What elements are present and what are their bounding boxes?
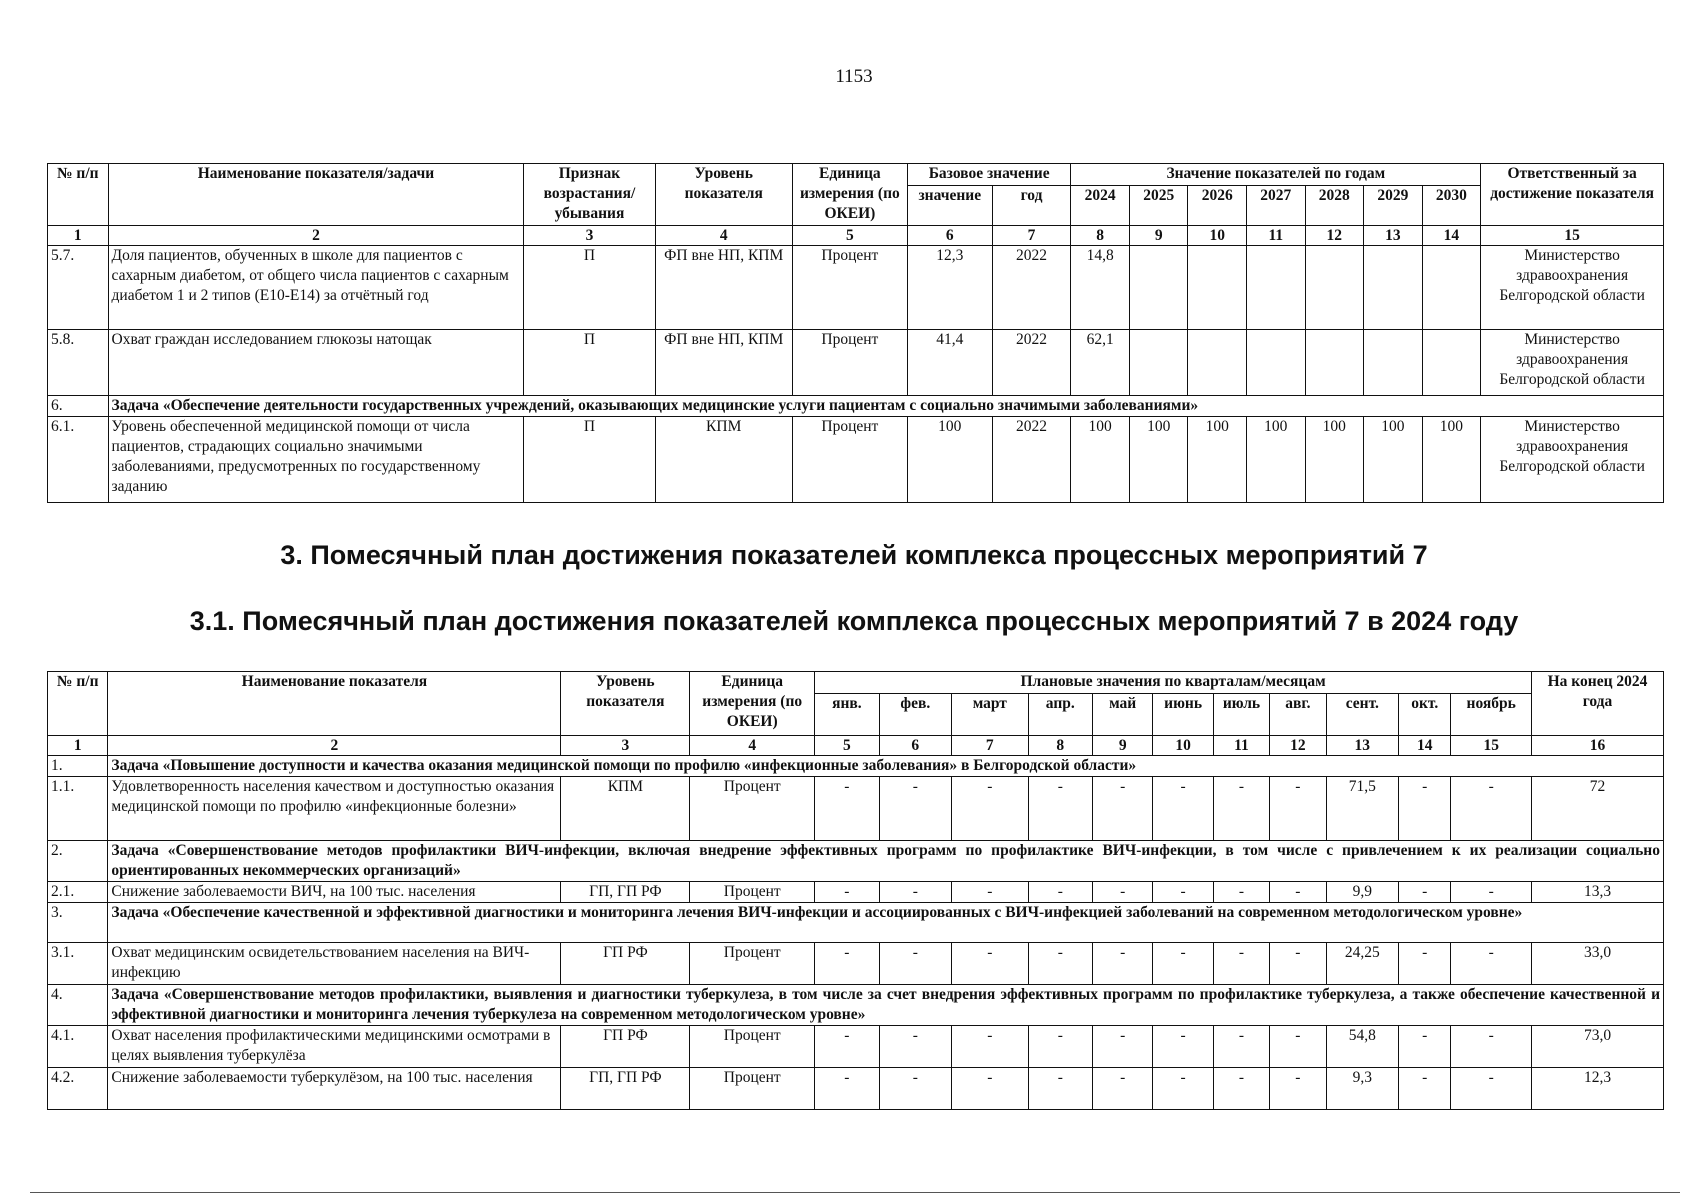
indicator-level: КПМ <box>561 777 690 841</box>
month-value: - <box>952 1026 1029 1068</box>
task-number: 4. <box>48 985 108 1026</box>
base-value: 41,4 <box>907 330 992 396</box>
month-value: - <box>1092 777 1152 841</box>
header-base: Базовое значение <box>907 164 1071 186</box>
table-row <box>48 330 1664 396</box>
header-month: июль <box>1213 694 1269 736</box>
indicators-table <box>47 163 1664 503</box>
header-month: июнь <box>1153 694 1213 736</box>
month-value: 9,9 <box>1326 882 1398 903</box>
column-number: 16 <box>1532 736 1664 756</box>
indicator-name: Удовлетворенность населения качеством и доступностью оказания медицинской помощи по профилю «инфекционные болезни» <box>108 777 561 841</box>
month-value: - <box>1213 777 1269 841</box>
table-row <box>48 777 1664 841</box>
year-value: 100 <box>1422 417 1481 503</box>
header-trend: Признак возрастания/ убывания <box>524 164 655 226</box>
month-value: - <box>815 943 879 985</box>
table-row <box>48 417 1664 503</box>
header-end: На конец 2024 года <box>1532 672 1664 736</box>
table-row <box>48 943 1664 985</box>
header-num: № п/п <box>48 672 108 736</box>
unit: Процент <box>792 330 907 396</box>
unit: Процент <box>690 1068 815 1110</box>
month-value: - <box>815 1026 879 1068</box>
row-number: 5.7. <box>48 246 109 330</box>
month-value: - <box>952 1068 1029 1110</box>
year-value <box>1364 330 1423 396</box>
column-number: 6 <box>879 736 951 756</box>
responsible: Министерство здравоохранения Белгородской области <box>1481 330 1664 396</box>
header-month: ноябрь <box>1451 694 1532 736</box>
indicator-name: Охват населения профилактическими медицинскими осмотрами в целях выявления туберкулёза <box>108 1026 561 1068</box>
header-name: Наименование показателя <box>108 672 561 736</box>
header-unit: Единица измерения (по ОКЕИ) <box>690 672 815 736</box>
header-month: фев. <box>879 694 951 736</box>
column-number: 9 <box>1129 226 1188 246</box>
month-value: - <box>1270 943 1326 985</box>
table-row <box>48 882 1664 903</box>
header-responsible: Ответственный за достижение показателя <box>1481 164 1664 226</box>
year-value <box>1422 246 1481 330</box>
responsible: Министерство здравоохранения Белгородской области <box>1481 417 1664 503</box>
column-number: 9 <box>1092 736 1152 756</box>
month-value: - <box>879 777 951 841</box>
month-value: - <box>1270 777 1326 841</box>
indicator-name: Охват граждан исследованием глюкозы натощак <box>108 330 524 396</box>
page-number: 1153 <box>835 66 873 87</box>
task-row <box>48 903 1664 943</box>
header-year: 2029 <box>1364 186 1423 226</box>
month-value: - <box>1451 1068 1532 1110</box>
month-value: - <box>1028 1068 1092 1110</box>
subsection-title: 3.1. Помесячный план достижения показателей комплекса процессных мероприятий 7 в 2024 году <box>189 606 1519 636</box>
year-value: 62,1 <box>1071 330 1130 396</box>
month-value: - <box>1213 943 1269 985</box>
month-value: - <box>952 943 1029 985</box>
year-end-value: 73,0 <box>1532 1026 1664 1068</box>
month-value: - <box>879 1026 951 1068</box>
task-text: Задача «Совершенствование методов профилактики, выявления и диагностики туберкулеза, в том числе за счет внедрения эффективных программ по профилактике туберкулеза, а также обеспечение качественной и эффективной диагностики и мониторинга лечения туберкулеза на современном методологическом уровне» <box>108 985 1664 1026</box>
column-number: 15 <box>1451 736 1532 756</box>
month-value: - <box>1028 777 1092 841</box>
header-base-year: год <box>992 186 1071 226</box>
column-number: 5 <box>792 226 907 246</box>
task-row <box>48 841 1664 882</box>
header-base-value: значение <box>907 186 992 226</box>
unit: Процент <box>690 943 815 985</box>
month-value: 9,3 <box>1326 1068 1398 1110</box>
indicator-name: Уровень обеспеченной медицинской помощи от числа пациентов, страдающих социально значимыми заболеваниями, предусмотренных по государственному заданию <box>108 417 524 503</box>
header-month: март <box>952 694 1029 736</box>
month-value: 54,8 <box>1326 1026 1398 1068</box>
base-year: 2022 <box>992 330 1071 396</box>
column-number: 6 <box>907 226 992 246</box>
task-row <box>48 396 1664 417</box>
column-number: 11 <box>1213 736 1269 756</box>
column-number: 15 <box>1481 226 1664 246</box>
month-value: - <box>1399 1068 1451 1110</box>
month-value: - <box>1028 882 1092 903</box>
month-value: - <box>952 882 1029 903</box>
column-number: 12 <box>1305 226 1364 246</box>
trend-sign: П <box>524 330 655 396</box>
month-value: - <box>1092 1026 1152 1068</box>
header-month: апр. <box>1028 694 1092 736</box>
year-value <box>1188 330 1247 396</box>
year-value: 100 <box>1071 417 1130 503</box>
column-number: 13 <box>1364 226 1423 246</box>
header-month: май <box>1092 694 1152 736</box>
year-end-value: 72 <box>1532 777 1664 841</box>
header-unit: Единица измерения (по ОКЕИ) <box>792 164 907 226</box>
month-value: - <box>1399 882 1451 903</box>
month-value: - <box>1399 777 1451 841</box>
year-value <box>1129 330 1188 396</box>
month-value: - <box>1213 882 1269 903</box>
year-value <box>1305 330 1364 396</box>
year-end-value: 33,0 <box>1532 943 1664 985</box>
task-text: Задача «Совершенствование методов профилактики ВИЧ-инфекции, включая внедрение эффективных программ по профилактике ВИЧ-инфекции, в том числе с привлечением к их реализации социально ориентированных некоммерческих организаций» <box>108 841 1664 882</box>
column-number: 8 <box>1028 736 1092 756</box>
year-value <box>1364 246 1423 330</box>
column-number: 13 <box>1326 736 1398 756</box>
month-value: - <box>1399 943 1451 985</box>
year-value <box>1129 246 1188 330</box>
row-number: 4.2. <box>48 1068 108 1110</box>
column-number: 11 <box>1247 226 1306 246</box>
column-number: 7 <box>992 226 1071 246</box>
column-number: 7 <box>952 736 1029 756</box>
responsible: Министерство здравоохранения Белгородской области <box>1481 246 1664 330</box>
base-value: 100 <box>907 417 992 503</box>
month-value: - <box>1028 1026 1092 1068</box>
month-value: - <box>952 777 1029 841</box>
column-number: 3 <box>524 226 655 246</box>
unit: Процент <box>690 1026 815 1068</box>
column-number: 1 <box>48 226 109 246</box>
month-value: - <box>1092 1068 1152 1110</box>
month-value: - <box>879 882 951 903</box>
month-value: - <box>1451 777 1532 841</box>
header-level: Уровень показателя <box>655 164 792 226</box>
month-value: - <box>1153 882 1213 903</box>
column-number: 2 <box>108 736 561 756</box>
year-value <box>1305 246 1364 330</box>
header-year: 2026 <box>1188 186 1247 226</box>
header-name: Наименование показателя/задачи <box>108 164 524 226</box>
month-value: - <box>1092 882 1152 903</box>
table-row <box>48 1068 1664 1110</box>
row-number: 3.1. <box>48 943 108 985</box>
month-value: - <box>815 1068 879 1110</box>
task-number: 2. <box>48 841 108 882</box>
unit: Процент <box>792 417 907 503</box>
header-month: янв. <box>815 694 879 736</box>
column-number: 4 <box>655 226 792 246</box>
task-number: 6. <box>48 396 109 417</box>
section-title: 3. Помесячный план достижения показателей комплекса процессных мероприятий 7 <box>280 540 1428 570</box>
column-number: 3 <box>561 736 690 756</box>
trend-sign: П <box>524 417 655 503</box>
month-value: - <box>1213 1068 1269 1110</box>
year-end-value: 13,3 <box>1532 882 1664 903</box>
month-value: - <box>879 943 951 985</box>
task-text: Задача «Обеспечение деятельности государственных учреждений, оказывающих медицинские услуги пациентам с социально значимыми заболеваниями» <box>108 396 1663 417</box>
column-number: 2 <box>108 226 524 246</box>
month-value: - <box>815 882 879 903</box>
month-value: - <box>1153 1068 1213 1110</box>
year-value: 100 <box>1188 417 1247 503</box>
unit: Процент <box>690 882 815 903</box>
month-value: - <box>1451 943 1532 985</box>
month-value: - <box>1213 1026 1269 1068</box>
header-num: № п/п <box>48 164 109 226</box>
indicator-name: Снижение заболеваемости ВИЧ, на 100 тыс. населения <box>108 882 561 903</box>
indicator-name: Снижение заболеваемости туберкулёзом, на 100 тыс. населения <box>108 1068 561 1110</box>
indicator-name: Доля пациентов, обученных в школе для пациентов с сахарным диабетом, от общего числа пациентов с сахарным диабетом 1 и 2 типов (Е10-Е14) за отчётный год <box>108 246 524 330</box>
indicator-level: ГП, ГП РФ <box>561 1068 690 1110</box>
month-value: - <box>879 1068 951 1110</box>
header-year: 2024 <box>1071 186 1130 226</box>
header-year: 2025 <box>1129 186 1188 226</box>
indicator-level: КПМ <box>655 417 792 503</box>
year-value: 100 <box>1364 417 1423 503</box>
column-number: 10 <box>1188 226 1247 246</box>
year-end-value: 12,3 <box>1532 1068 1664 1110</box>
month-value: - <box>1451 882 1532 903</box>
row-number: 4.1. <box>48 1026 108 1068</box>
header-year: 2028 <box>1305 186 1364 226</box>
monthly-plan-table <box>47 671 1664 1110</box>
month-value: - <box>1092 943 1152 985</box>
year-value <box>1188 246 1247 330</box>
header-month: окт. <box>1399 694 1451 736</box>
header-month: авг. <box>1270 694 1326 736</box>
header-year: 2027 <box>1247 186 1306 226</box>
year-value: 100 <box>1247 417 1306 503</box>
task-row <box>48 985 1664 1026</box>
row-number: 6.1. <box>48 417 109 503</box>
year-value <box>1247 330 1306 396</box>
row-number: 1.1. <box>48 777 108 841</box>
year-value: 14,8 <box>1071 246 1130 330</box>
header-years-group: Значение показателей по годам <box>1071 164 1481 186</box>
bottom-rule <box>30 1192 1680 1193</box>
column-number: 14 <box>1422 226 1481 246</box>
indicator-level: ГП, ГП РФ <box>561 882 690 903</box>
month-value: - <box>1153 943 1213 985</box>
base-year: 2022 <box>992 417 1071 503</box>
task-text: Задача «Обеспечение качественной и эффективной диагностики и мониторинга лечения ВИЧ-инфекции и ассоциированных с ВИЧ-инфекцией заболеваний на современном методологическом уровне» <box>108 903 1664 943</box>
task-text: Задача «Повышение доступности и качества оказания медицинской помощи по профилю «инфекционные заболевания» в Белгородской области» <box>108 756 1664 777</box>
month-value: 71,5 <box>1326 777 1398 841</box>
year-value <box>1422 330 1481 396</box>
month-value: - <box>1399 1026 1451 1068</box>
indicator-level: ФП вне НП, КПМ <box>655 246 792 330</box>
month-value: - <box>815 777 879 841</box>
year-value: 100 <box>1305 417 1364 503</box>
task-number: 3. <box>48 903 108 943</box>
header-month: сент. <box>1326 694 1398 736</box>
month-value: - <box>1153 777 1213 841</box>
indicator-level: ГП РФ <box>561 1026 690 1068</box>
column-number: 5 <box>815 736 879 756</box>
table-row <box>48 246 1664 330</box>
year-value: 100 <box>1129 417 1188 503</box>
indicator-name: Охват медицинским освидетельствованием населения на ВИЧ-инфекцию <box>108 943 561 985</box>
year-value <box>1247 246 1306 330</box>
month-value: 24,25 <box>1326 943 1398 985</box>
column-number: 12 <box>1270 736 1326 756</box>
header-year: 2030 <box>1422 186 1481 226</box>
header-level: Уровень показателя <box>561 672 690 736</box>
column-number: 1 <box>48 736 108 756</box>
month-value: - <box>1028 943 1092 985</box>
task-row <box>48 756 1664 777</box>
task-number: 1. <box>48 756 108 777</box>
indicator-level: ФП вне НП, КПМ <box>655 330 792 396</box>
month-value: - <box>1451 1026 1532 1068</box>
month-value: - <box>1270 1026 1326 1068</box>
table-row <box>48 1026 1664 1068</box>
month-value: - <box>1270 882 1326 903</box>
base-value: 12,3 <box>907 246 992 330</box>
row-number: 5.8. <box>48 330 109 396</box>
month-value: - <box>1153 1026 1213 1068</box>
trend-sign: П <box>524 246 655 330</box>
base-year: 2022 <box>992 246 1071 330</box>
unit: Процент <box>792 246 907 330</box>
column-number: 4 <box>690 736 815 756</box>
header-plan-group: Плановые значения по кварталам/месяцам <box>815 672 1532 694</box>
column-number: 10 <box>1153 736 1213 756</box>
column-number: 8 <box>1071 226 1130 246</box>
month-value: - <box>1270 1068 1326 1110</box>
unit: Процент <box>690 777 815 841</box>
row-number: 2.1. <box>48 882 108 903</box>
column-number: 14 <box>1399 736 1451 756</box>
indicator-level: ГП РФ <box>561 943 690 985</box>
